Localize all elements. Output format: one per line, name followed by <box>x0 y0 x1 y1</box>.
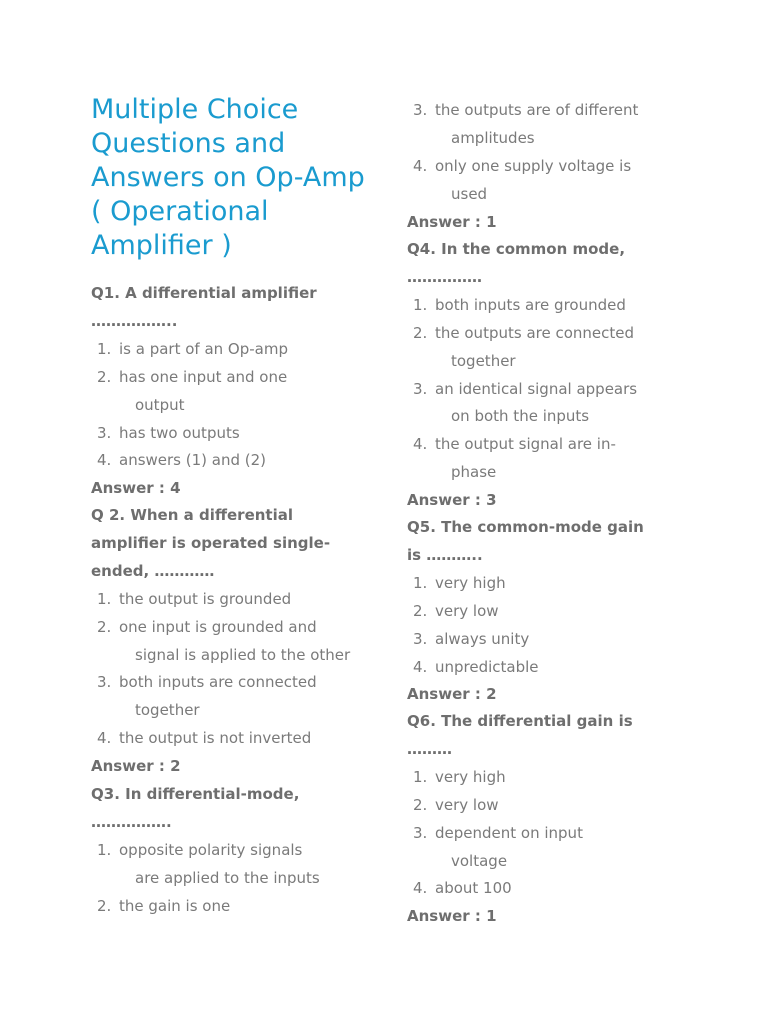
list-item: 2. the gain is one <box>97 896 231 915</box>
list-item: 4. unpredictable <box>413 657 539 676</box>
list-item: 4. answers (1) and (2) <box>97 451 267 470</box>
answer-text: Answer : 2 <box>407 685 497 704</box>
options-list <box>407 570 707 682</box>
list-item: 2. the outputs are connected together <box>413 323 635 370</box>
list-item: 4. the output is not inverted <box>97 729 312 748</box>
question-text: Q 2. When a differential amplifier is operated single- ended, ………… <box>91 506 331 580</box>
options-list <box>91 586 371 753</box>
answer-text: Answer : 2 <box>91 757 181 776</box>
list-item: 4. only one supply voltage is used <box>413 156 632 203</box>
question-text: Q3. In differential-mode, ……………. <box>91 785 300 831</box>
list-item: 3. the outputs are of different amplitudes <box>413 101 639 147</box>
list-item: 1. opposite polarity signals are applied to the inputs <box>97 840 320 887</box>
list-item: 1. very high <box>413 573 506 592</box>
list-item: 3. dependent on input voltage <box>413 823 583 870</box>
list-item: 3. both inputs are connected together <box>97 673 317 720</box>
list-item: 2. very low <box>413 601 499 620</box>
list-item: 3. an identical signal appears on both the inputs <box>413 379 638 426</box>
answer-text: Answer : 3 <box>407 491 497 510</box>
question-5 <box>407 514 707 709</box>
list-item: 2. one input is grounded and signal is applied to the other <box>97 617 351 664</box>
options-list <box>407 764 707 904</box>
question-text: Q1. A differential amplifier …………….. <box>91 284 317 330</box>
list-item: 1. both inputs are grounded <box>413 295 626 314</box>
question-6 <box>407 708 707 931</box>
question-text: Q4. In the common mode, …………… <box>407 240 626 286</box>
question-text: Q6. The differential gain is ……… <box>407 712 633 758</box>
question-2 <box>91 502 371 781</box>
list-item: 4. about 100 <box>413 879 512 898</box>
answer-text: Answer : 4 <box>91 479 181 498</box>
options-list <box>91 837 371 921</box>
question-1 <box>91 280 371 503</box>
list-item: 3. has two outputs <box>97 423 240 442</box>
page-title: Multiple Choice Questions and Answers on Op-Amp ( Operational Amplifier ) <box>91 94 365 261</box>
list-item: 1. the output is grounded <box>97 589 292 608</box>
list-item: 1. is a part of an Op-amp <box>97 339 288 358</box>
list-item: 1. very high <box>413 767 506 786</box>
options-list <box>407 292 707 487</box>
list-item: 2. very low <box>413 795 499 814</box>
list-item: 3. always unity <box>413 629 530 648</box>
answer-text: Answer : 1 <box>407 907 497 926</box>
options-list <box>407 97 707 209</box>
list-item: 4. the output signal are in- phase <box>413 435 616 482</box>
answer-text: Answer : 1 <box>407 212 497 231</box>
list-item: 2. has one input and one output <box>97 367 288 414</box>
question-3-continued <box>407 97 707 237</box>
question-4 <box>407 236 707 515</box>
question-text: Q5. The common-mode gain is ……….. <box>407 518 644 564</box>
question-3 <box>91 781 371 921</box>
options-list <box>91 336 371 476</box>
